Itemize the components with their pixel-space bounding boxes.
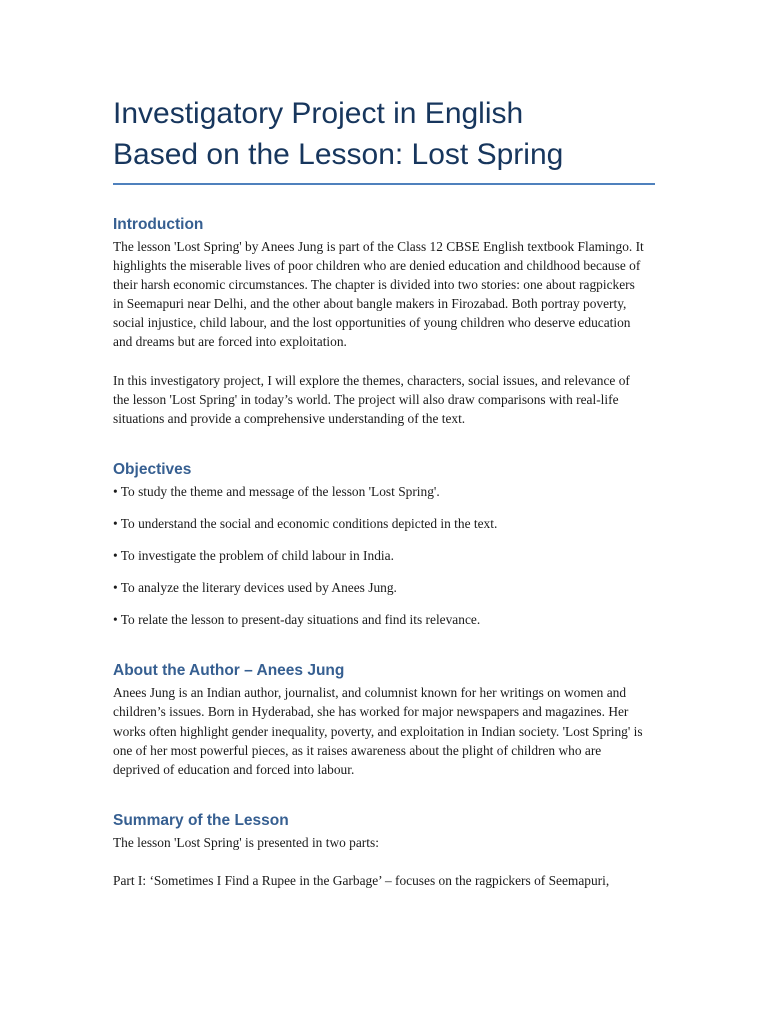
- document-title: [113, 93, 656, 175]
- title-line-1: Investigatory Project in English: [113, 97, 524, 130]
- introduction-paragraph-2: In this investigatory project, I will explore the themes, characters, social issues, and relevance of the lesson 'Lost Spring' in today’s world. The project will also draw comparisons with real-life situations and provide a comprehensive understanding of the text.: [113, 372, 630, 426]
- objective-item-2: • To understand the social and economic conditions depicted in the text.: [113, 515, 498, 531]
- objectives-heading: Objectives: [113, 460, 192, 478]
- summary-paragraph-2: Part I: ‘Sometimes I Find a Rupee in the Garbage’ – focuses on the ragpickers of Seemapuri,: [113, 872, 610, 888]
- objectives-list: [113, 482, 656, 629]
- objective-item-3: • To investigate the problem of child labour in India.: [113, 548, 394, 564]
- summary-heading: Summary of the Lesson: [113, 811, 289, 829]
- title-line-2: Based on the Lesson: Lost Spring: [113, 138, 564, 171]
- title-underline-rule: [113, 183, 655, 185]
- author-paragraph: Anees Jung is an Indian author, journalist, and columnist known for her writings on women and children’s issues. Born in Hyderabad, she has worked for major newspapers and magazines. Her works often highlight gender inequality, poverty, and exploitation in Indian society. 'Lost Spring' is one of her most powerful pieces, as it raises awareness about the plight of children who are deprived of education and forced into labour.: [113, 685, 643, 777]
- objective-item-1: • To study the theme and message of the lesson 'Lost Spring'.: [113, 483, 440, 499]
- objective-item-5: • To relate the lesson to present-day situations and find its relevance.: [113, 612, 481, 628]
- introduction-paragraph-1: The lesson 'Lost Spring' by Anees Jung is part of the Class 12 CBSE English textbook Flamingo. It highlights the miserable lives of poor children who are denied education and childhood because of their harsh economic circumstances. The chapter is divided into two stories: one about ragpickers in Seemapuri near Delhi, and the other about bangle makers in Firozabad. Both portray poverty, social injustice, child labour, and the lost opportunities of young children who deserve education and dreams but are forced into exploitation.: [113, 239, 644, 350]
- author-heading: About the Author – Anees Jung: [113, 662, 345, 680]
- objective-item-4: • To analyze the literary devices used by Anees Jung.: [113, 580, 397, 596]
- introduction-heading: Introduction: [113, 216, 204, 233]
- summary-paragraph-1: The lesson 'Lost Spring' is presented in two parts:: [113, 834, 379, 850]
